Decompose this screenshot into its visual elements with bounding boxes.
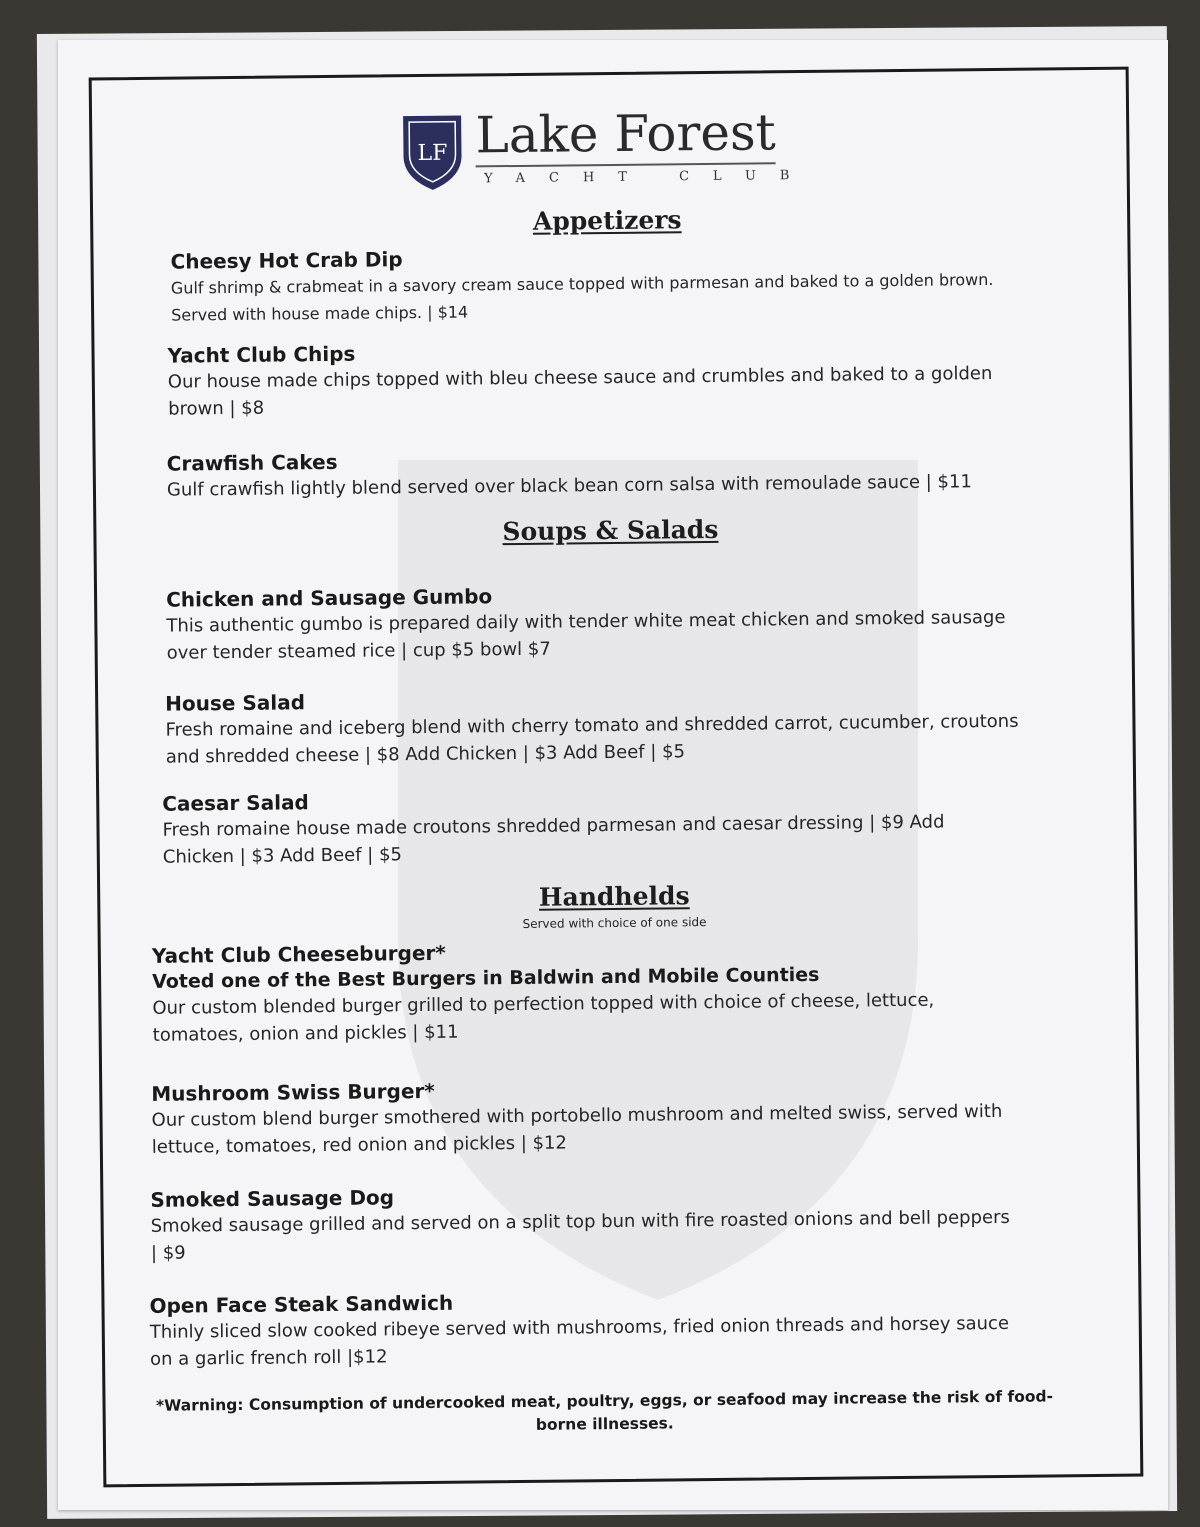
- item-name: Yacht Club Cheeseburger*: [151, 940, 446, 968]
- food-safety-warning: *Warning: Consumption of undercooked meat, poultry, eggs, or seafood may increase the risk of food-borne illnesses.: [155, 1387, 1054, 1434]
- menu-item: [162, 782, 963, 870]
- menu-item: [170, 240, 1031, 329]
- item-description: Our custom blend burger smothered with portobello mushroom and melted swiss, served with lettuce, tomatoes, red onion and pickles | $12: [151, 1100, 1003, 1158]
- menu-item: [151, 1072, 1012, 1161]
- item-tagline: Voted one of the Best Burgers in Baldwin and Mobile Counties: [152, 963, 820, 993]
- item-description: Our custom blended burger grilled to perfection topped with choice of cheese, lettuce, tomatoes, onion and pickles | $11: [152, 989, 935, 1046]
- item-description: Gulf crawfish lightly blend served over black bean corn salsa with remoulade sauce | $11: [166, 471, 972, 501]
- item-name: Open Face Steak Sandwich: [149, 1290, 454, 1318]
- menu-page: [58, 40, 1168, 1510]
- item-description: Our house made chips topped with bleu cheese sauce and crumbles and baked to a golden brown | $8: [167, 363, 993, 420]
- brand-subtitle: YACHT CLUB: [483, 167, 814, 187]
- crest-logo-icon: [399, 108, 466, 195]
- section-title-soups-salads: Soups & Salads: [502, 514, 719, 547]
- brand: [475, 104, 813, 187]
- section-note: Served with choice of one side: [522, 915, 707, 931]
- item-description: Smoked sausage grilled and served on a split top bun with fire roasted onions and bell peppers | $9: [150, 1206, 1010, 1264]
- item-description: This authentic gumbo is prepared daily with tender white meat chicken and smoked sausage over tender steamed rice | cup $5 bowl $7: [166, 606, 1006, 664]
- item-name: Chicken and Sausage Gumbo: [166, 584, 493, 612]
- item-description: Fresh romaine house made croutons shredded parmesan and caesar dressing | $9 Add Chicken | $3 Add Beef | $5: [162, 811, 945, 868]
- menu-item: [167, 442, 1028, 504]
- section-title-handhelds: Handhelds: [538, 881, 690, 912]
- item-description: Thinly sliced slow cooked ribeye served with mushrooms, fried onion threads and horsey sauce on a garlic french roll |$12: [149, 1312, 1010, 1370]
- menu-item: [150, 1178, 1011, 1267]
- menu-content: [50, 34, 1175, 1516]
- menu-header: [51, 100, 1162, 198]
- item-name: Yacht Club Chips: [167, 341, 356, 368]
- item-name: Smoked Sausage Dog: [150, 1185, 395, 1212]
- item-name: Caesar Salad: [162, 790, 309, 816]
- menu-item: [166, 578, 1027, 667]
- menu-item: [165, 682, 1026, 771]
- section-title-appetizers: Appetizers: [532, 205, 682, 236]
- item-description: Gulf shrimp & crabmeat in a savory cream sauce topped with parmesan and baked to a golden brown. Served with house made chips. | $14: [170, 269, 994, 325]
- menu-item: [152, 934, 1013, 1049]
- item-name: Crawfish Cakes: [166, 449, 338, 476]
- menu-item: [167, 334, 1028, 423]
- item-description: Fresh romaine and iceberg blend with cherry tomato and shredded carrot, cucumber, croutons and shredded cheese | $8 Add Chicken | $3 Add Beef | $5: [165, 710, 1019, 768]
- menu-item: [149, 1284, 1010, 1373]
- item-name: Mushroom Swiss Burger*: [151, 1078, 435, 1106]
- crest-initials: LF: [417, 140, 448, 167]
- item-name: House Salad: [165, 690, 306, 716]
- item-name: Cheesy Hot Crab Dip: [170, 247, 403, 274]
- brand-name: Lake Forest: [475, 104, 776, 167]
